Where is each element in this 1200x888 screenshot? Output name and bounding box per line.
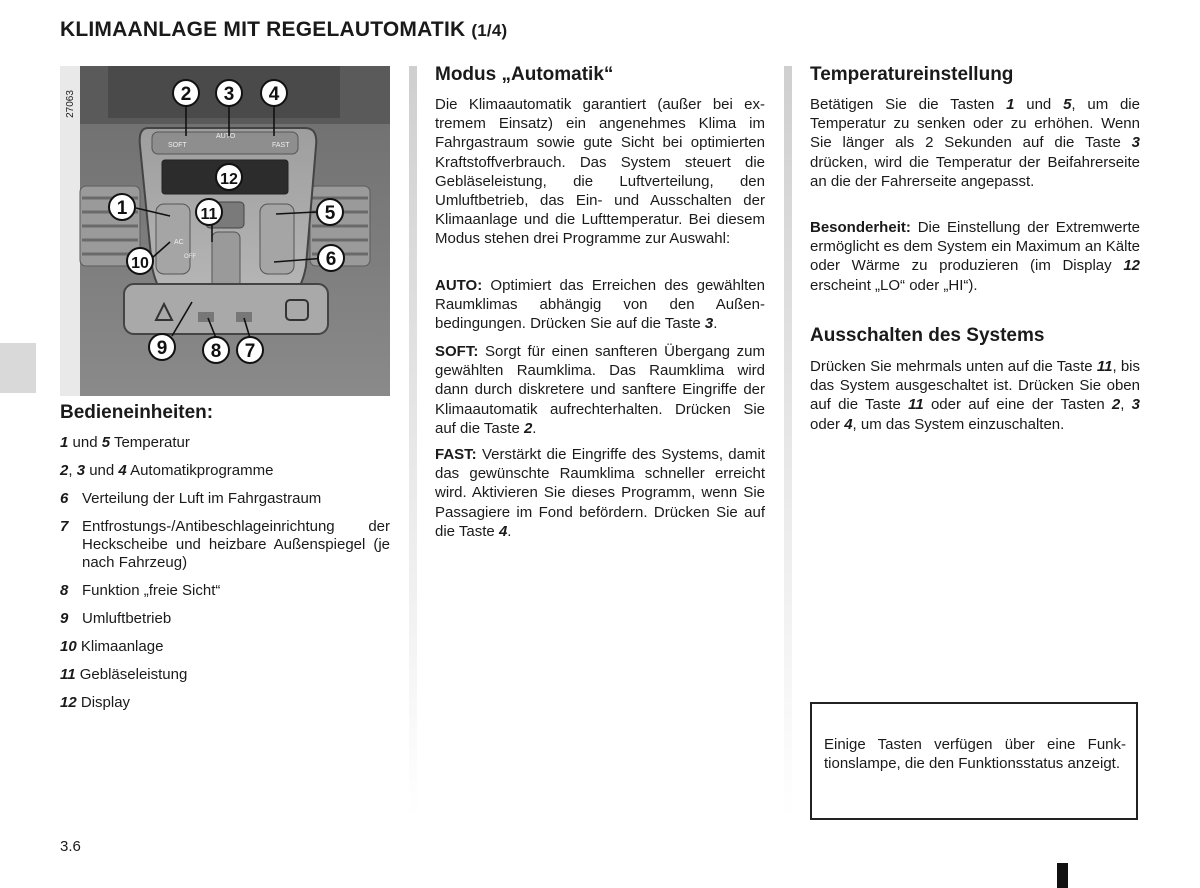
temperatur-heading: Temperatureinstellung xyxy=(810,64,1014,85)
svg-text:6: 6 xyxy=(325,249,337,270)
temperatur-paragraph: Betätigen Sie die Tasten 1 und 5, um die Temperatur zu senken oder zu erhöhen. Wenn Sie länger als 2 Sekunden auf die Taste 3 drücken, wird die Temperatur der Beifahrerseite an die der Fahrerseite angepasst. xyxy=(810,96,1140,190)
legend-item: 1 und 5 Temperatur xyxy=(60,434,190,451)
svg-text:1: 1 xyxy=(116,198,128,219)
corner-mark xyxy=(1057,863,1068,888)
legend-item: 2, 3 und 4 Automatikprogramme xyxy=(60,462,274,479)
callout-7 xyxy=(237,337,263,363)
page-title-suffix: (1/4) xyxy=(471,21,508,40)
svg-text:3: 3 xyxy=(223,84,235,105)
callout-4 xyxy=(261,80,287,106)
legend-item: 7 Entfrostungs-/Antibeschlageinrichtung der Heckscheibe und heizbare Außenspiegel (je nach Fahrzeug) xyxy=(60,518,390,571)
page-title-text: KLIMAANLAGE MIT REGELAUTOMATIK xyxy=(60,18,466,41)
svg-text:8: 8 xyxy=(210,341,222,362)
legend-item: 10 Klimaanlage xyxy=(60,638,164,655)
column-divider-right xyxy=(784,66,792,818)
callout-2 xyxy=(173,80,199,106)
column-divider-left xyxy=(409,66,417,818)
callout-10 xyxy=(127,248,153,274)
page-number: 3.6 xyxy=(60,838,81,855)
svg-text:4: 4 xyxy=(268,84,280,105)
svg-text:7: 7 xyxy=(244,341,256,362)
image-ref-code: 27063 xyxy=(65,90,76,118)
bedienung-heading: Bedieneinheiten: xyxy=(60,402,214,423)
info-note-box xyxy=(810,702,1138,820)
fast-text: FAST xyxy=(272,142,290,149)
besonderheit-paragraph: Besonderheit: Die Einstellung der Extremwerte ermöglicht es dem System ein Maximum an Kälte oder Wärme zu produzieren (im Display 12 erscheint „LO“ oder „HI“). xyxy=(810,219,1140,294)
callout-3 xyxy=(216,80,242,106)
chapter-tab xyxy=(0,343,36,393)
info-note-text: Einige Tasten verfügen über eine Funktionslampe, die den Funktionsstatus anzeigt. xyxy=(824,736,1126,773)
legend-item: 11 Gebläseleistung xyxy=(60,666,188,683)
legend-item: 6 Verteilung der Luft im Fahrgastraum xyxy=(60,490,322,507)
ausschalten-paragraph: Drücken Sie mehrmals unten auf die Taste 11, bis das System ausgeschaltet ist. Drücken Sie oben auf die Taste 11 oder auf eine der Tasten 2, 3 oder 4, um das System einzuschalten. xyxy=(810,358,1141,433)
callout-11 xyxy=(196,199,222,225)
callout-8 xyxy=(203,337,229,363)
callout-5 xyxy=(317,199,343,225)
controls-legend xyxy=(60,434,390,722)
callout-1 xyxy=(109,194,135,220)
svg-text:11: 11 xyxy=(200,206,218,223)
svg-text:2: 2 xyxy=(180,84,192,105)
soft-text: SOFT xyxy=(168,142,187,149)
legend-item: 8 Funktion „freie Sicht“ xyxy=(60,582,221,599)
page-title xyxy=(60,18,507,42)
ac-text: AC xyxy=(174,239,184,246)
callout-9 xyxy=(149,334,175,360)
off-text: OFF xyxy=(184,254,196,260)
auto-paragraph: AUTO: Optimiert das Erreichen des gewählten Raumklimas abhängig von den Außenbedingungen. Drücken Sie auf die Taste 3. xyxy=(435,277,765,333)
modus-heading: Modus „Automatik“ xyxy=(435,64,614,85)
svg-text:10: 10 xyxy=(131,255,149,272)
climate-panel-photo xyxy=(60,66,390,396)
legend-item: 12 Display xyxy=(60,694,131,711)
ausschalten-heading: Ausschalten des Systems xyxy=(810,325,1045,346)
svg-text:9: 9 xyxy=(156,338,168,359)
auto-text: AUTO xyxy=(216,133,236,140)
callout-12 xyxy=(216,164,242,190)
legend-item: 9 Umluftbetrieb xyxy=(60,610,172,627)
soft-paragraph: SOFT: Sorgt für einen sanfteren Übergang zum gewählten Raumklima. Das Raumklima wird dann durch diskretere und sanftere Eingriffe der Klimaautomatik aufrechterhalten. Drücken Sie auf die Taste 2. xyxy=(435,343,765,437)
svg-text:12: 12 xyxy=(220,171,238,188)
fast-paragraph: FAST: Verstärkt die Eingriffe des Systems, damit das gewünschte Raumklima schneller erreicht wird. Aktivieren Sie dieses Programm, wenn Sie Passagiere im Fond befördern. Drücken Sie auf die Taste 4. xyxy=(435,446,765,540)
callout-6 xyxy=(318,245,344,271)
modus-intro: Die Klimaautomatik garantiert (außer bei extremem Einsatz) ein angenehmes Klima im Fahrgastraum sowie gute Sicht bei optimierten Kraftstoffverbrauch. Das System steuert die Gebläseleistung, die Luftverteilung, den Umluftbetrieb, das Ein- und Ausschalten der Klimaanlage und die Lufttemperatur. Bei diesem Modus stehen drei Programme zur Auswahl: xyxy=(435,96,765,248)
svg-text:5: 5 xyxy=(324,203,336,224)
